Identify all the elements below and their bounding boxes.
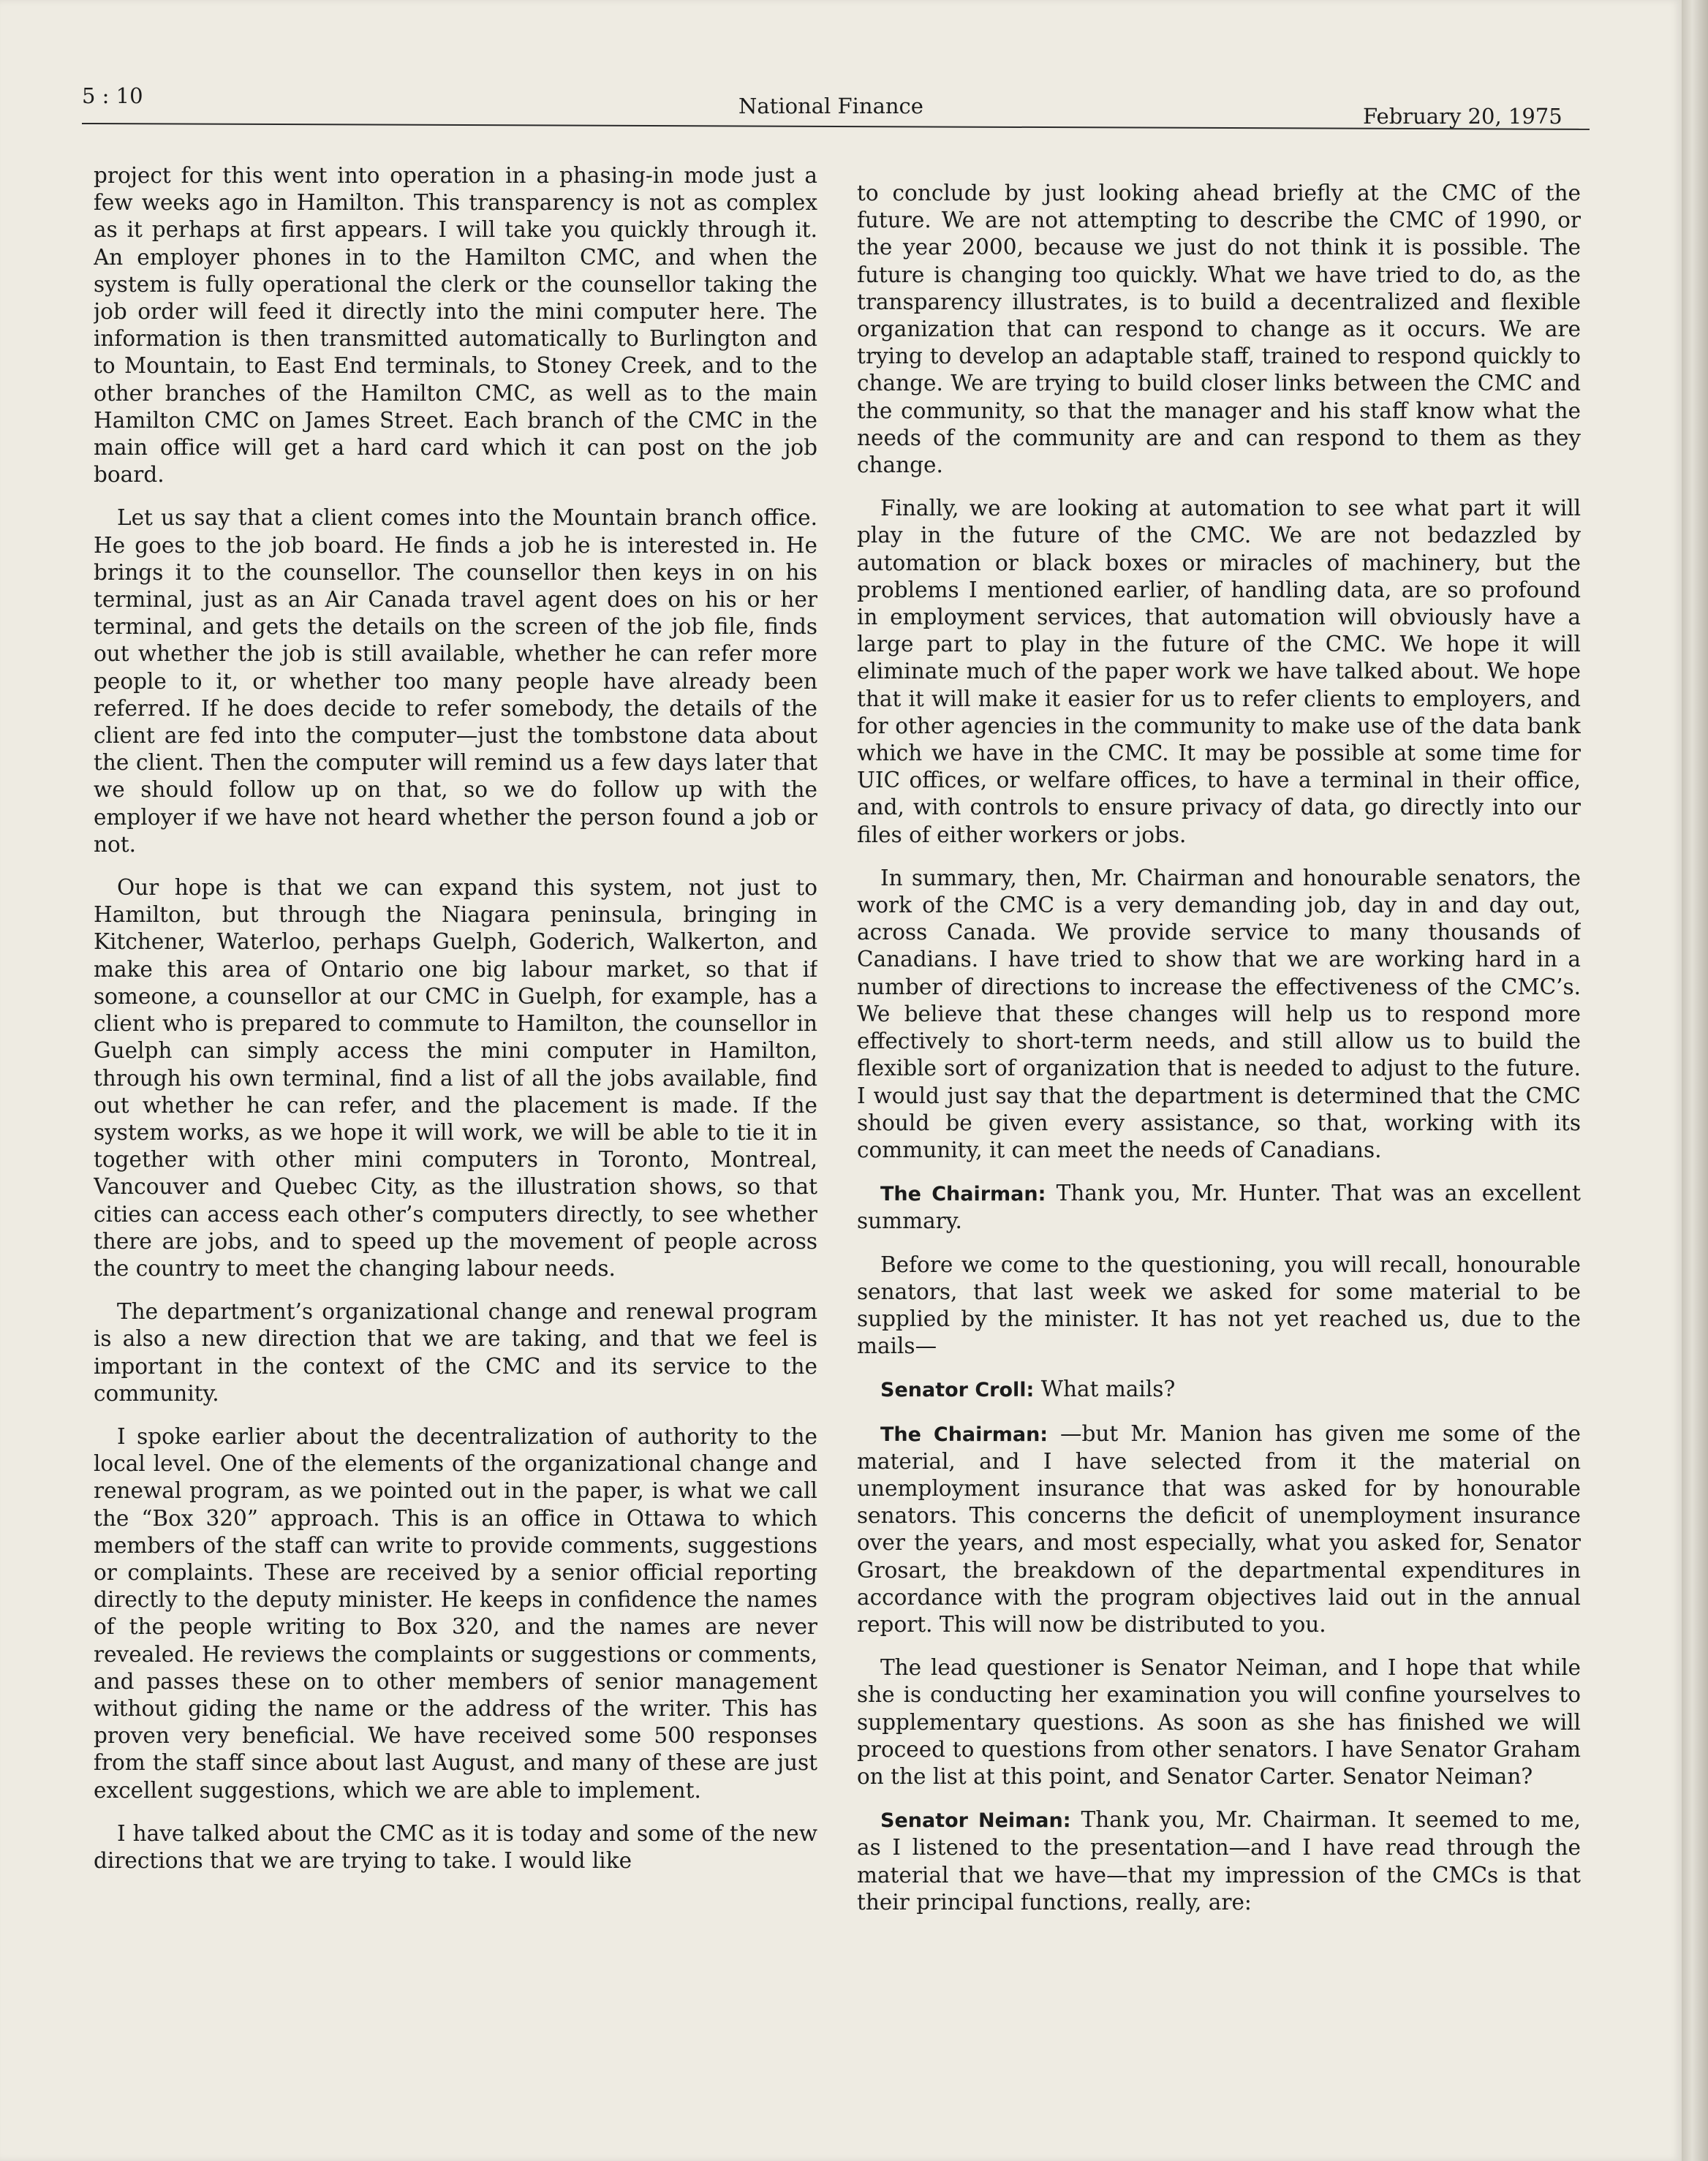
- paragraph: to conclude by just looking ahead briefly at the CMC of the future. We are not attempting to describe the CMC of 1990, or the year 2000, because we just do not think it is possible. The future is changing too quickly. What we have tried to do, as the transparency illustrates, is to build a decentralized and flexible organization that can respond to change as it occurs. We are trying to develop an adaptable staff, trained to respond quickly to change. We are trying to build closer links between the CMC and the community, so that the manager and his staff know what the needs of the community are and can respond to them as they change.: [857, 181, 1581, 478]
- speaker-name: The Chairman:: [880, 1183, 1046, 1206]
- speaker-paragraph: [857, 1420, 1581, 1639]
- paragraph: The department’s organizational change and renewal program is also a new direction that we are taking, and that we feel is important in the context of the CMC and its service to the community.: [94, 1299, 817, 1406]
- speech-text: What mails?: [1034, 1377, 1176, 1402]
- speaker-paragraph: [857, 1806, 1581, 1916]
- paragraph: In summary, then, Mr. Chairman and honourable senators, the work of the CMC is a very demanding job, day in and day out, across Canada. We provide service to many thousands of Canadians. I have tried to show that we are working hard in a number of directions to increase the effectiveness of the CMC’s. We believe that these changes will help us to respond more effectively to short-term needs, and still allow us to build the flexible sort of organization that is needed to adjust to the future. I would just say that the department is determined that the CMC should be given every assistance, so that, working with its community, it can meet the needs of Canadians.: [857, 865, 1581, 1162]
- speaker-name: Senator Neiman:: [880, 1809, 1071, 1833]
- paragraph: Let us say that a client comes into the Mountain branch office. He goes to the job board. He finds a job he is interested in. He brings it to the counsellor. The counsellor then keys in on his terminal, just as an Air Canada travel agent does on his or her terminal, and gets the details on the screen of the job file, finds out whether the job is still available, whether he can refer more people to it, or whether too many people have already been referred. If he does decide to refer somebody, the details of the client are fed into the computer—just the tombstone data about the client. Then the computer will remind us a few days later that we should follow up on that, so we do follow up with the employer if we have not heard whether the person found a job or not.: [94, 505, 817, 857]
- speaker-name: The Chairman:: [880, 1423, 1048, 1446]
- left-column: [94, 162, 817, 2136]
- speaker-paragraph: [857, 1376, 1581, 1404]
- paragraph: Our hope is that we can expand this system, not just to Hamilton, but through the Niagara peninsula, bringing in Kitchener, Waterloo, perhaps Guelph, Goderich, Walkerton, and make this area of Ontario one big labour market, so that if someone, a counsellor at our CMC in Guelph, for example, has a client who is prepared to commute to Hamilton, the counsellor in Guelph can simply access the mini computer in Hamilton, through his own terminal, find a list of all the jobs available, find out whether he can refer, and the placement is made. If the system works, as we hope it will work, we will be able to tie it in together with other mini computers in Toronto, Montreal, Vancouver and Quebec City, as the illustration shows, so that cities can access each other’s computers directly, to see whether there are jobs, and to speed up the movement of people across the country to meet the changing labour needs.: [94, 875, 817, 1281]
- paragraph: I have talked about the CMC as it is today and some of the new directions that we are trying to take. I would like: [94, 1820, 817, 1873]
- paragraph: I spoke earlier about the decentralization of authority to the local level. One of the elements of the organizational change and renewal program, as we pointed out in the paper, is what we call the “Box 320” approach. This is an office in Ottawa to which members of the staff can write to provide comments, suggestions or complaints. These are received by a senior official reporting directly to the deputy minister. He keeps in confidence the names of the people writing to Box 320, and the names are never revealed. He reviews the complaints or suggestions or comments, and passes these on to other members of senior management without giding the name or the address of the writer. This has proven very beneficial. We have received some 500 responses from the staff since about last August, and many of these are just excellent suggestions, which we are able to implement.: [94, 1423, 817, 1803]
- paragraph: Before we come to the questioning, you will recall, honourable senators, that last week we asked for some material to be supplied by the minister. It has not yet reached us, due to the mails—: [857, 1252, 1581, 1359]
- speech-text: Thank you, Mr. Hunter. That was an excellent summary.: [857, 1181, 1581, 1234]
- publication-title: National Finance: [738, 94, 923, 118]
- speaker-paragraph: [857, 1180, 1581, 1235]
- page-edge: [1682, 0, 1708, 2161]
- speaker-name: Senator Croll:: [880, 1379, 1035, 1402]
- speech-text: Thank you, Mr. Chairman. It seemed to me, as I listened to the presentation—and I have read through the material that we have—that my impression of the CMCs is that their principal functions, really, are:: [857, 1807, 1581, 1915]
- right-column: [857, 180, 1581, 2154]
- publication-date: February 20, 1975: [1363, 104, 1562, 129]
- paragraph: project for this went into operation in a phasing-in mode just a few weeks ago in Hamilton. This transparency is not as complex as it perhaps at first appears. I will take you quickly through it. An employer phones in to the Hamilton CMC, and when the system is fully operational the clerk or the counsellor taking the job order will feed it directly into the mini computer here. The information is then transmitted automatically to Burlington and to Mountain, to East End terminals, to Stoney Creek, and to the other branches of the Hamilton CMC, as well as to the main Hamilton CMC on James Street. Each branch of the CMC in the main office will get a hard card which it can post on the job board.: [94, 163, 817, 488]
- paragraph: The lead questioner is Senator Neiman, and I hope that while she is conducting her examination you will confine yourselves to supplementary questions. As soon as she has finished we will proceed to questions from other senators. I have Senator Graham on the list at this point, and Senator Carter. Senator Neiman?: [857, 1655, 1581, 1789]
- paragraph: Finally, we are looking at automation to see what part it will play in the future of the CMC. We are not bedazzled by automation or black boxes or miracles of machinery, but the problems I mentioned earlier, of handling data, are so profound in employment services, that automation will obviously have a large part to play in the future of the CMC. We hope it will eliminate much of the paper work we have talked about. We hope that it will make it easier for us to refer clients to employers, and for other agencies in the community to make use of the data bank which we have in the CMC. It may be possible at some time for UIC offices, or welfare offices, to have a terminal in their office, and, with controls to ensure privacy of data, go directly into our files of either workers or jobs.: [857, 496, 1581, 847]
- speech-text: —but Mr. Manion has given me some of the material, and I have selected from it the material on unemployment insurance that was asked for by honourable senators. This concerns the deficit of unemployment insurance over the years, and most especially, what you asked for, Senator Grosart, the breakdown of the departmental expenditures in accordance with the program objectives laid out in the annual report. This will now be distributed to you.: [857, 1420, 1581, 1637]
- page-number: 5 : 10: [82, 83, 143, 108]
